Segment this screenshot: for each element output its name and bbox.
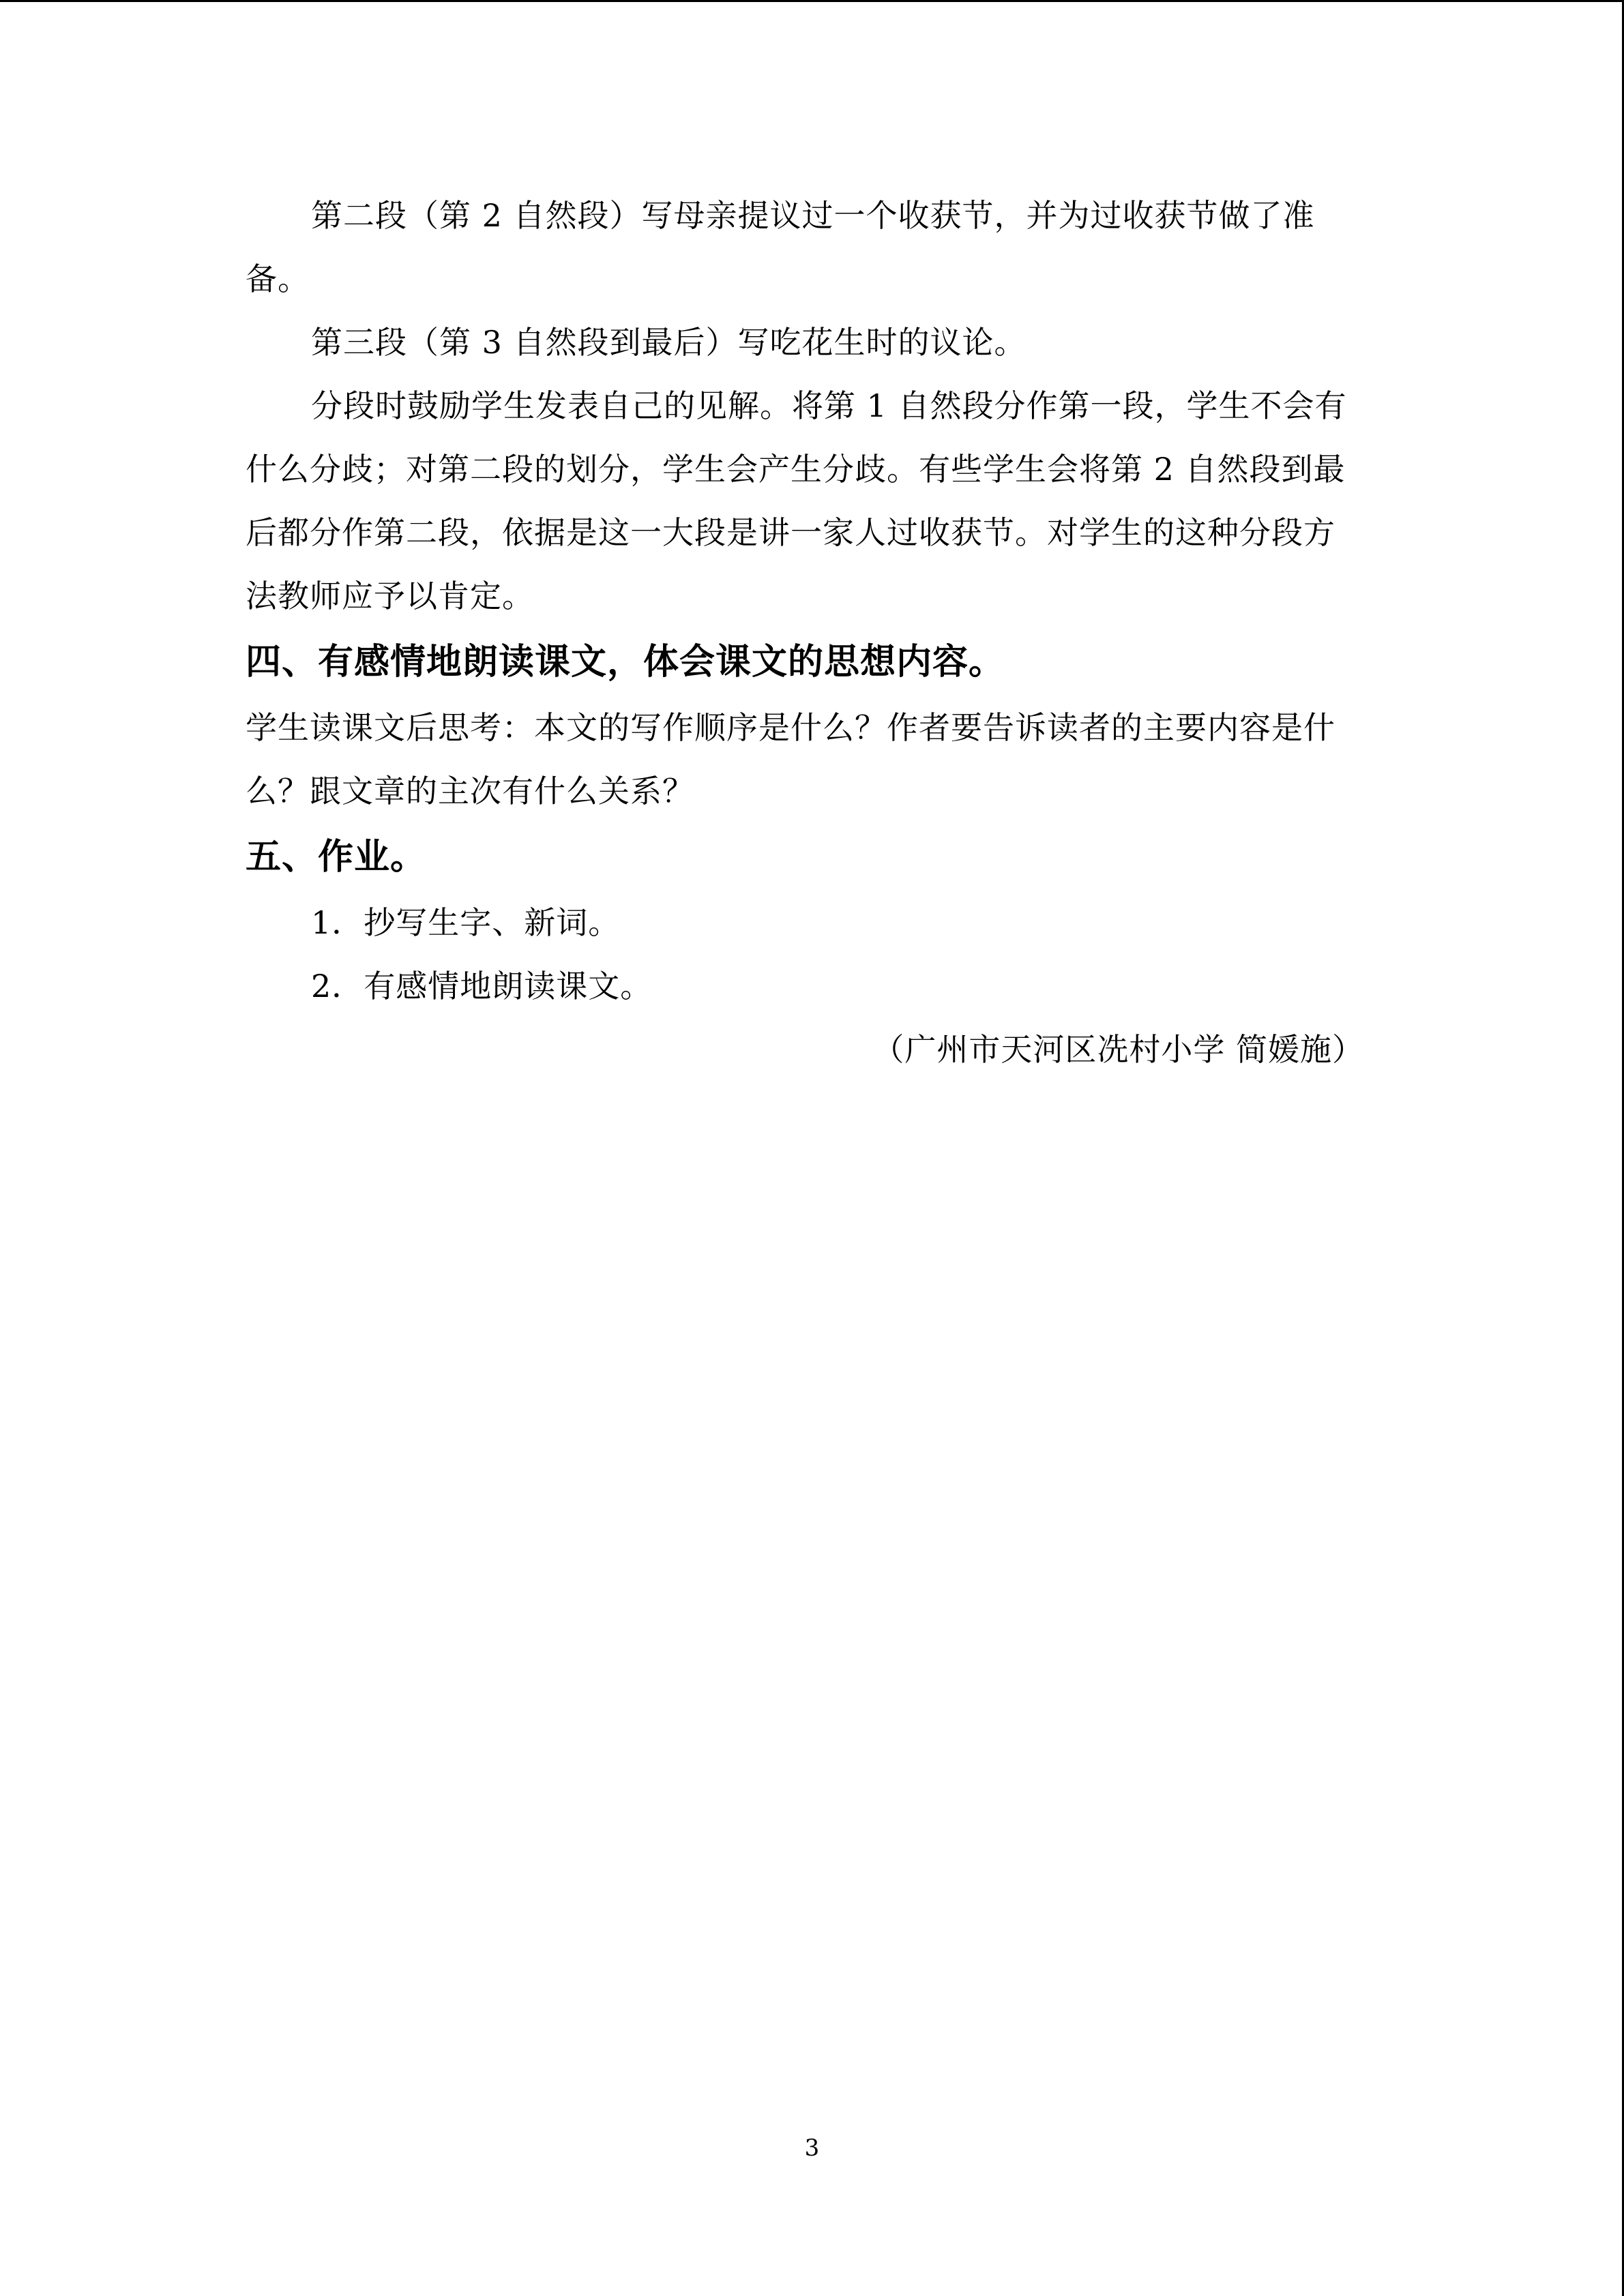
heading-section-four: 四、有感情地朗读课文，体会课文的思想内容。 [246, 642, 1005, 683]
author-signature: （广州市天河区冼村小学 简媛施） [872, 1031, 1364, 1068]
homework-item-2: 2．有感情地朗读课文。 [311, 968, 653, 1004]
paragraph-section-two: 第二段（第 2 自然段）写母亲提议过一个收获节，并为过收获节做了准备。 [246, 197, 1315, 297]
page-number: 3 [804, 2134, 820, 2162]
heading-section-five: 五、作业。 [246, 837, 427, 878]
paragraph-section-three: 第三段（第 3 自然段到最后）写吃花生时的议论。 [311, 324, 1027, 361]
homework-item-1: 1．抄写生字、新词。 [311, 904, 621, 941]
paragraph-segmentation-note: 分段时鼓励学生发表自己的见解。将第 1 自然段分作第一段，学生不会有什么分歧；对第二段的划分，学生会产生分歧。有些学生会将第 2 自然段到最后都分作第二段，依据是这一大段是讲一家人过收获节。对学生的这种分段方法教师应予以肯定。 [246, 387, 1347, 614]
top-border-rule [0, 0, 1624, 2]
paragraph-reading-questions: 学生读课文后思考：本文的写作顺序是什么？作者要告诉读者的主要内容是什么？跟文章的主次有什么关系？ [246, 709, 1335, 809]
page-content [246, 184, 1364, 1082]
